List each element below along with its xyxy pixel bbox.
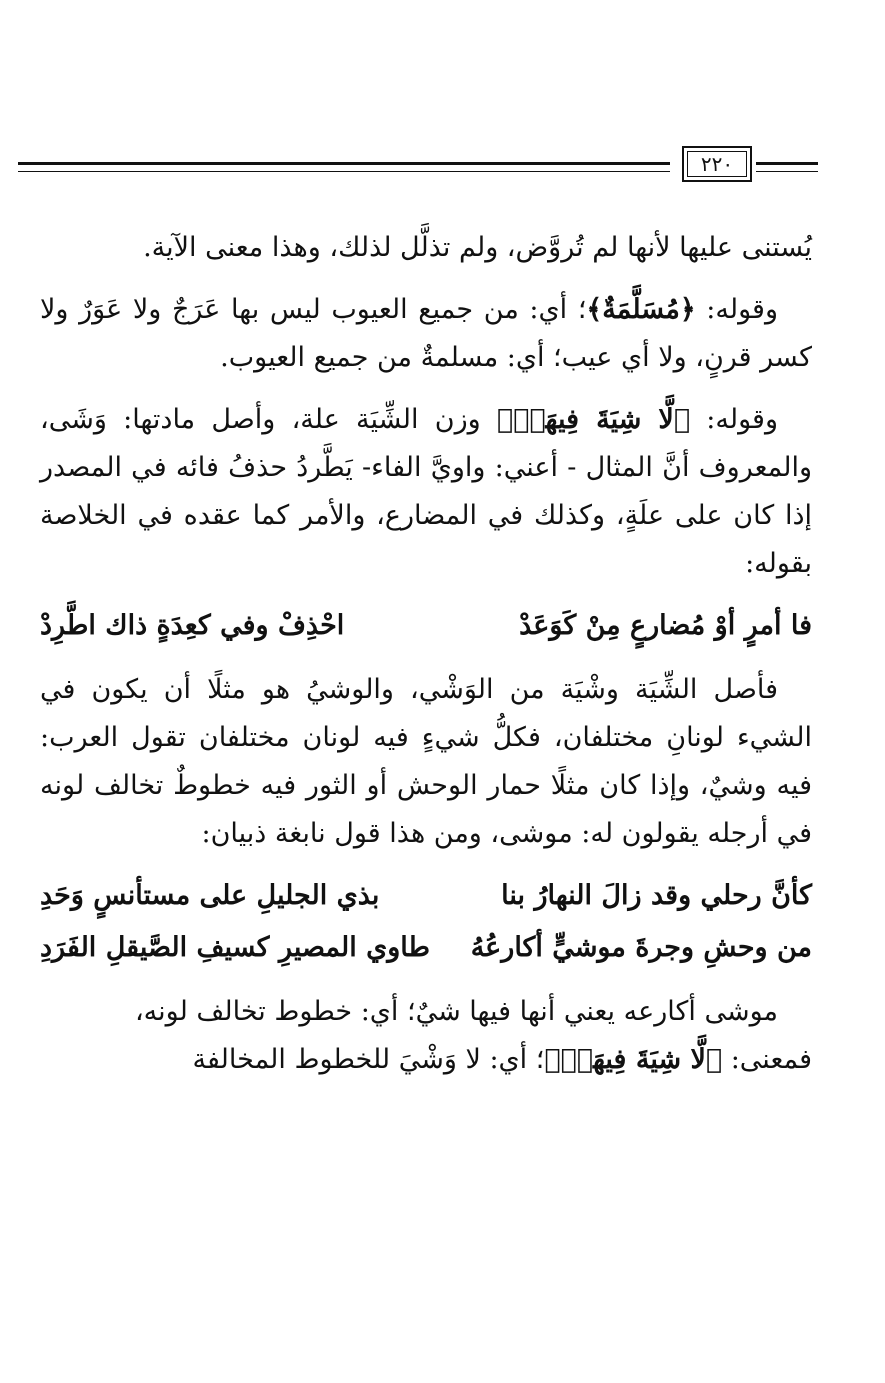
verse-2-line-2 <box>40 924 812 972</box>
quran-quote: ﴿مُسَلَّمَةٌ﴾ <box>586 294 696 325</box>
header-rule-long <box>18 162 670 172</box>
paragraph-text: فمعنى: <box>722 1044 812 1075</box>
paragraph-text: يُستنى عليها لأنها لم تُروَّض، ولم تذلَّل لذلك، وهذا معنى الآية. <box>143 232 812 263</box>
paragraph-4 <box>40 666 812 858</box>
paragraph-text: موشى أكارعه يعني أنها فيها شيٌ؛ أي: خطوط تخالف لونه، <box>134 996 778 1027</box>
paragraph-text: وزن الشِّيَة علة، وأصل مادتها: وَشَى، والمعروف أنَّ المثال - أعني: واويَّ الفاء- يَطَّردُ حذفُ فائه في المصدر إذا كان على علَةٍ، وكذلك في المضارع، والأمر كما عقده في الخلاصة بقوله: <box>40 404 812 579</box>
paragraph-1 <box>40 224 812 272</box>
verse-hemistich: من وحشِ وجرةَ موشيٍّ أكارعُهُ <box>470 932 812 963</box>
verse-1 <box>40 602 812 650</box>
page-number-box <box>682 146 752 182</box>
paragraph-text: ؛ أي: لا وَشْيَ للخطوط المخالفة <box>192 1044 545 1075</box>
verse-2-line-1 <box>40 872 812 920</box>
paragraph-text: فأصل الشِّيَة وشْيَة من الوَشْي، والوشيُ هو مثلًا أن يكون في الشيء لونانِ مختلفان، فكلُّ شيءٍ فيه لونان مختلفان تقول العرب: فيه وشيٌ، وإذا كان مثلًا حمار الوحش أو الثور فيه خطوطٌ تخالف لونه في أرجله يقولون له: موشى، ومن هذا قول نابغة ذبيان: <box>40 674 812 849</box>
page-header <box>18 146 818 190</box>
verse-hemistich: طاوي المصيرِ كسيفِ الصَّيقلِ الفَرَدِ <box>40 932 431 963</box>
page-number: ٢٢٠ <box>700 152 734 176</box>
paragraph-text: وقوله: <box>695 294 778 325</box>
page-body <box>40 224 812 1098</box>
verse-hemistich: بذي الجليلِ على مستأنسٍ وَحَدِ <box>40 880 380 911</box>
paragraph-5 <box>40 988 812 1036</box>
paragraph-text: ؛ أي: من جميع العيوب ليس بها عَرَجٌ ولا عَوَرٌ ولا كسر قرنٍ، ولا أي عيب؛ أي: مسلمةٌ من جميع العيوب. <box>40 294 812 373</box>
paragraph-6 <box>40 1036 812 1084</box>
quran-quote: ﴿لَّا شِيَةَ فِيهَاۚ﴾ <box>496 404 691 435</box>
quran-quote: ﴿لَّا شِيَةَ فِيهَاۚ﴾ <box>544 1044 723 1075</box>
verse-hemistich: احْذِفْ وفي كعِدَةٍ ذاك اطَّرِدْ <box>40 610 345 641</box>
paragraph-2 <box>40 286 812 382</box>
header-rule-short <box>756 162 818 172</box>
paragraph-3 <box>40 396 812 588</box>
verse-hemistich: فا أمرٍ أوْ مُضارعٍ مِنْ كَوَعَدْ <box>519 610 812 641</box>
paragraph-text: وقوله: <box>690 404 778 435</box>
verse-hemistich: كأنَّ رحلي وقد زالَ النهارُ بنا <box>501 880 812 911</box>
